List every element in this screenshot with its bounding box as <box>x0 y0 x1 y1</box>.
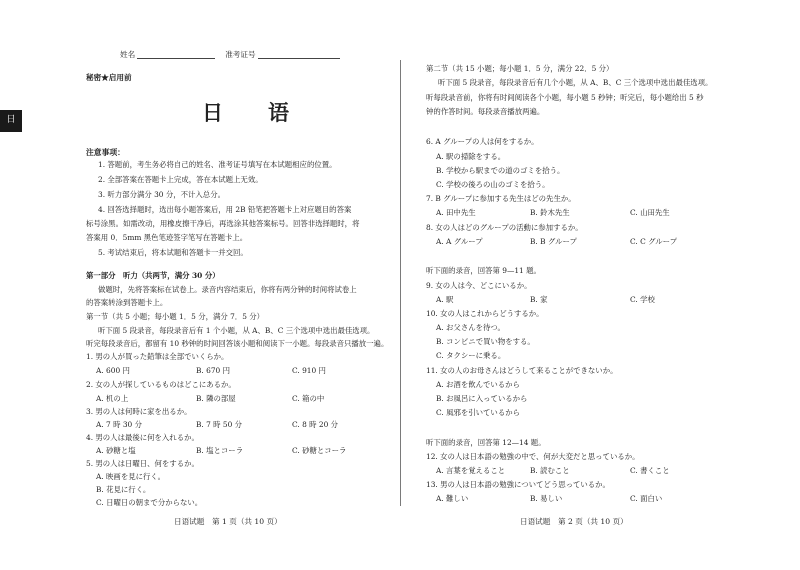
page-divider <box>400 60 401 506</box>
section1-intro-1: 听下面 5 段录音，每段录音后有 1 个小题，从 A、B、C 三个选项中选出最佳选项。 <box>98 326 375 335</box>
q8-option-b[interactable]: B. B グループ <box>530 237 577 246</box>
page-title: 日 语 <box>202 100 301 125</box>
section1-title: 第一节（共 5 小题；每小题 1．5 分，满分 7．5 分） <box>86 312 265 321</box>
q7-option-c[interactable]: C. 山田先生 <box>630 208 670 217</box>
question-3: 3. 男の人は何時に家を出るか。 <box>86 407 192 416</box>
q5-option-a[interactable]: A. 映画を見に行く。 <box>96 472 166 481</box>
q6-option-b[interactable]: B. 学校から駅までの道のゴミを拾う。 <box>436 166 565 175</box>
page-footer-right: 日语试题 第 2 页（共 10 页） <box>520 517 628 526</box>
q8-option-c[interactable]: C. C グループ <box>630 237 678 246</box>
q9-option-c[interactable]: C. 学校 <box>630 295 655 304</box>
section2-title: 第二节（共 15 小题；每小题 1．5 分，满分 22．5 分） <box>426 64 614 73</box>
q9-option-a[interactable]: A. 駅 <box>436 295 454 304</box>
q13-option-a[interactable]: A. 難しい <box>436 494 469 503</box>
question-12: 12. 女の人は日本語の勉強の中で、何が大変だと思っているか。 <box>426 452 640 461</box>
question-7: 7. B グループに参加する先生はどの先生か。 <box>426 194 576 203</box>
question-6: 6. A グループの人は何をするか。 <box>426 137 539 146</box>
q6-option-a[interactable]: A. 駅の掃除をする。 <box>436 152 506 161</box>
q4-option-c[interactable]: C. 砂糖とコーラ <box>292 446 347 455</box>
note-2: 2. 全部答案在答题卡上完成，答在本试题上无效。 <box>98 175 263 184</box>
question-5: 5. 男の人は日曜日、何をするか。 <box>86 459 199 468</box>
q10-option-a[interactable]: A. お父さんを待つ。 <box>436 323 505 332</box>
q3-option-c[interactable]: C. 8 時 20 分 <box>292 420 339 429</box>
question-1: 1. 男の人が買った鉛筆は全部でいくらか。 <box>86 352 229 361</box>
section2-intro-1: 听下面 5 段录音，每段录音后有几个小题，从 A、B、C 三个选项中选出最佳选项。 <box>438 78 713 87</box>
side-tab-label: 日 <box>6 115 16 126</box>
q8-option-a[interactable]: A. A グループ <box>436 237 483 246</box>
q7-option-b[interactable]: B. 鈴木先生 <box>530 208 570 217</box>
name-field[interactable] <box>137 50 215 59</box>
note-4-cont: 标号涂黑。如需改动，用橡皮擦干净后，再选涂其他答案标号。回答非选择题时，将 <box>86 219 360 228</box>
note-3: 3. 听力部分满分 30 分，不计入总分。 <box>98 190 225 199</box>
question-8: 8. 女の人はどのグループの活動に参加するか。 <box>426 223 583 232</box>
listen-12-14: 听下面的录音，回答第 12—14 题。 <box>426 438 546 447</box>
side-tab <box>0 110 22 132</box>
q1-option-a[interactable]: A. 600 円 <box>96 366 130 375</box>
q3-option-a[interactable]: A. 7 時 30 分 <box>96 420 142 429</box>
note-4: 4. 回答选择题时，选出每小题答案后，用 2B 铅笔把答题卡上对应题目的答案 <box>98 205 352 214</box>
q3-option-b[interactable]: B. 7 時 50 分 <box>196 420 243 429</box>
question-11: 11. 女の人のお母さんはどうして来ることができないか。 <box>426 366 618 375</box>
note-1: 1. 答题前，考生务必将自己的姓名、准考证号填写在本试题相应的位置。 <box>98 160 337 169</box>
page-footer-left: 日语试题 第 1 页（共 10 页） <box>174 517 282 526</box>
q2-option-a[interactable]: A. 机の上 <box>96 394 129 403</box>
q5-option-c[interactable]: C. 日曜日の朝まで分からない。 <box>96 498 203 507</box>
notes-title: 注意事项： <box>86 148 125 157</box>
listen-9-11: 听下面的录音，回答第 9—11 题。 <box>426 266 541 275</box>
note-4-cont2: 答案用 0．5mm 黑色笔迹签字笔写在答题卡上。 <box>86 233 248 242</box>
q12-option-c[interactable]: C. 書くこと <box>630 466 670 475</box>
q7-option-a[interactable]: A. 田中先生 <box>436 208 476 217</box>
q11-option-b[interactable]: B. お風呂に入っているから <box>436 394 528 403</box>
q4-option-b[interactable]: B. 塩とコーラ <box>196 446 244 455</box>
q10-option-b[interactable]: B. コンビニで買い物をする。 <box>436 337 535 346</box>
section2-intro-2: 听每段录音前，你将有时间阅读各个小题，每小题 5 秒钟；听完后，每小题给出 5 秒 <box>426 93 704 102</box>
section1-intro-2: 听完每段录音后，都留有 10 秒钟的时间回答该小题和阅读下一小题。每段录音只播放一遍。 <box>86 339 389 348</box>
secret-mark: 秘密★启用前 <box>86 73 132 82</box>
section2-intro-3: 钟的作答时间。每段录音播放两遍。 <box>426 107 545 116</box>
part1-intro-2: 的答案转涂到答题卡上。 <box>86 298 168 307</box>
q11-option-a[interactable]: A. お酒を飲んでいるから <box>436 380 520 389</box>
q10-option-c[interactable]: C. タクシーに乗る。 <box>436 351 506 360</box>
exam-no-field[interactable] <box>258 50 340 59</box>
q13-option-c[interactable]: C. 面白い <box>630 494 663 503</box>
part1-intro-1: 做题时，先将答案标在试卷上。录音内容结束后，你将有两分钟的时间将试卷上 <box>98 285 357 294</box>
question-13: 13. 男の人は日本語の勉強についてどう思っているか。 <box>426 480 610 489</box>
name-label: 姓名 <box>120 50 136 59</box>
q13-option-b[interactable]: B. 易しい <box>530 494 563 503</box>
q2-option-b[interactable]: B. 隣の部屋 <box>196 394 236 403</box>
exam-no-label: 准考证号 <box>225 50 256 59</box>
q6-option-c[interactable]: C. 学校の後ろの山のゴミを拾う。 <box>436 180 550 189</box>
q12-option-b[interactable]: B. 読むこと <box>530 466 570 475</box>
note-5: 5. 考试结束后，将本试题和答题卡一并交回。 <box>98 248 248 257</box>
q12-option-a[interactable]: A. 言葉を覚えること <box>436 466 506 475</box>
q11-option-c[interactable]: C. 風邪を引いているから <box>436 408 520 417</box>
q5-option-b[interactable]: B. 花見に行く。 <box>96 485 151 494</box>
question-10: 10. 女の人はこれからどうするか。 <box>426 309 544 318</box>
q4-option-a[interactable]: A. 砂糖と塩 <box>96 446 136 455</box>
q9-option-b[interactable]: B. 家 <box>530 295 548 304</box>
question-2: 2. 女の人が探しているものはどこにあるか。 <box>86 380 236 389</box>
q1-option-c[interactable]: C. 910 円 <box>292 366 326 375</box>
q2-option-c[interactable]: C. 箱の中 <box>292 394 325 403</box>
question-4: 4. 男の人は最後に何を入れるか。 <box>86 433 199 442</box>
question-9: 9. 女の人は今、どこにいるか。 <box>426 281 532 290</box>
name-bar <box>120 50 350 59</box>
part1-title: 第一部分 听力（共两节，满分 30 分） <box>86 271 220 280</box>
q1-option-b[interactable]: B. 670 円 <box>196 366 230 375</box>
